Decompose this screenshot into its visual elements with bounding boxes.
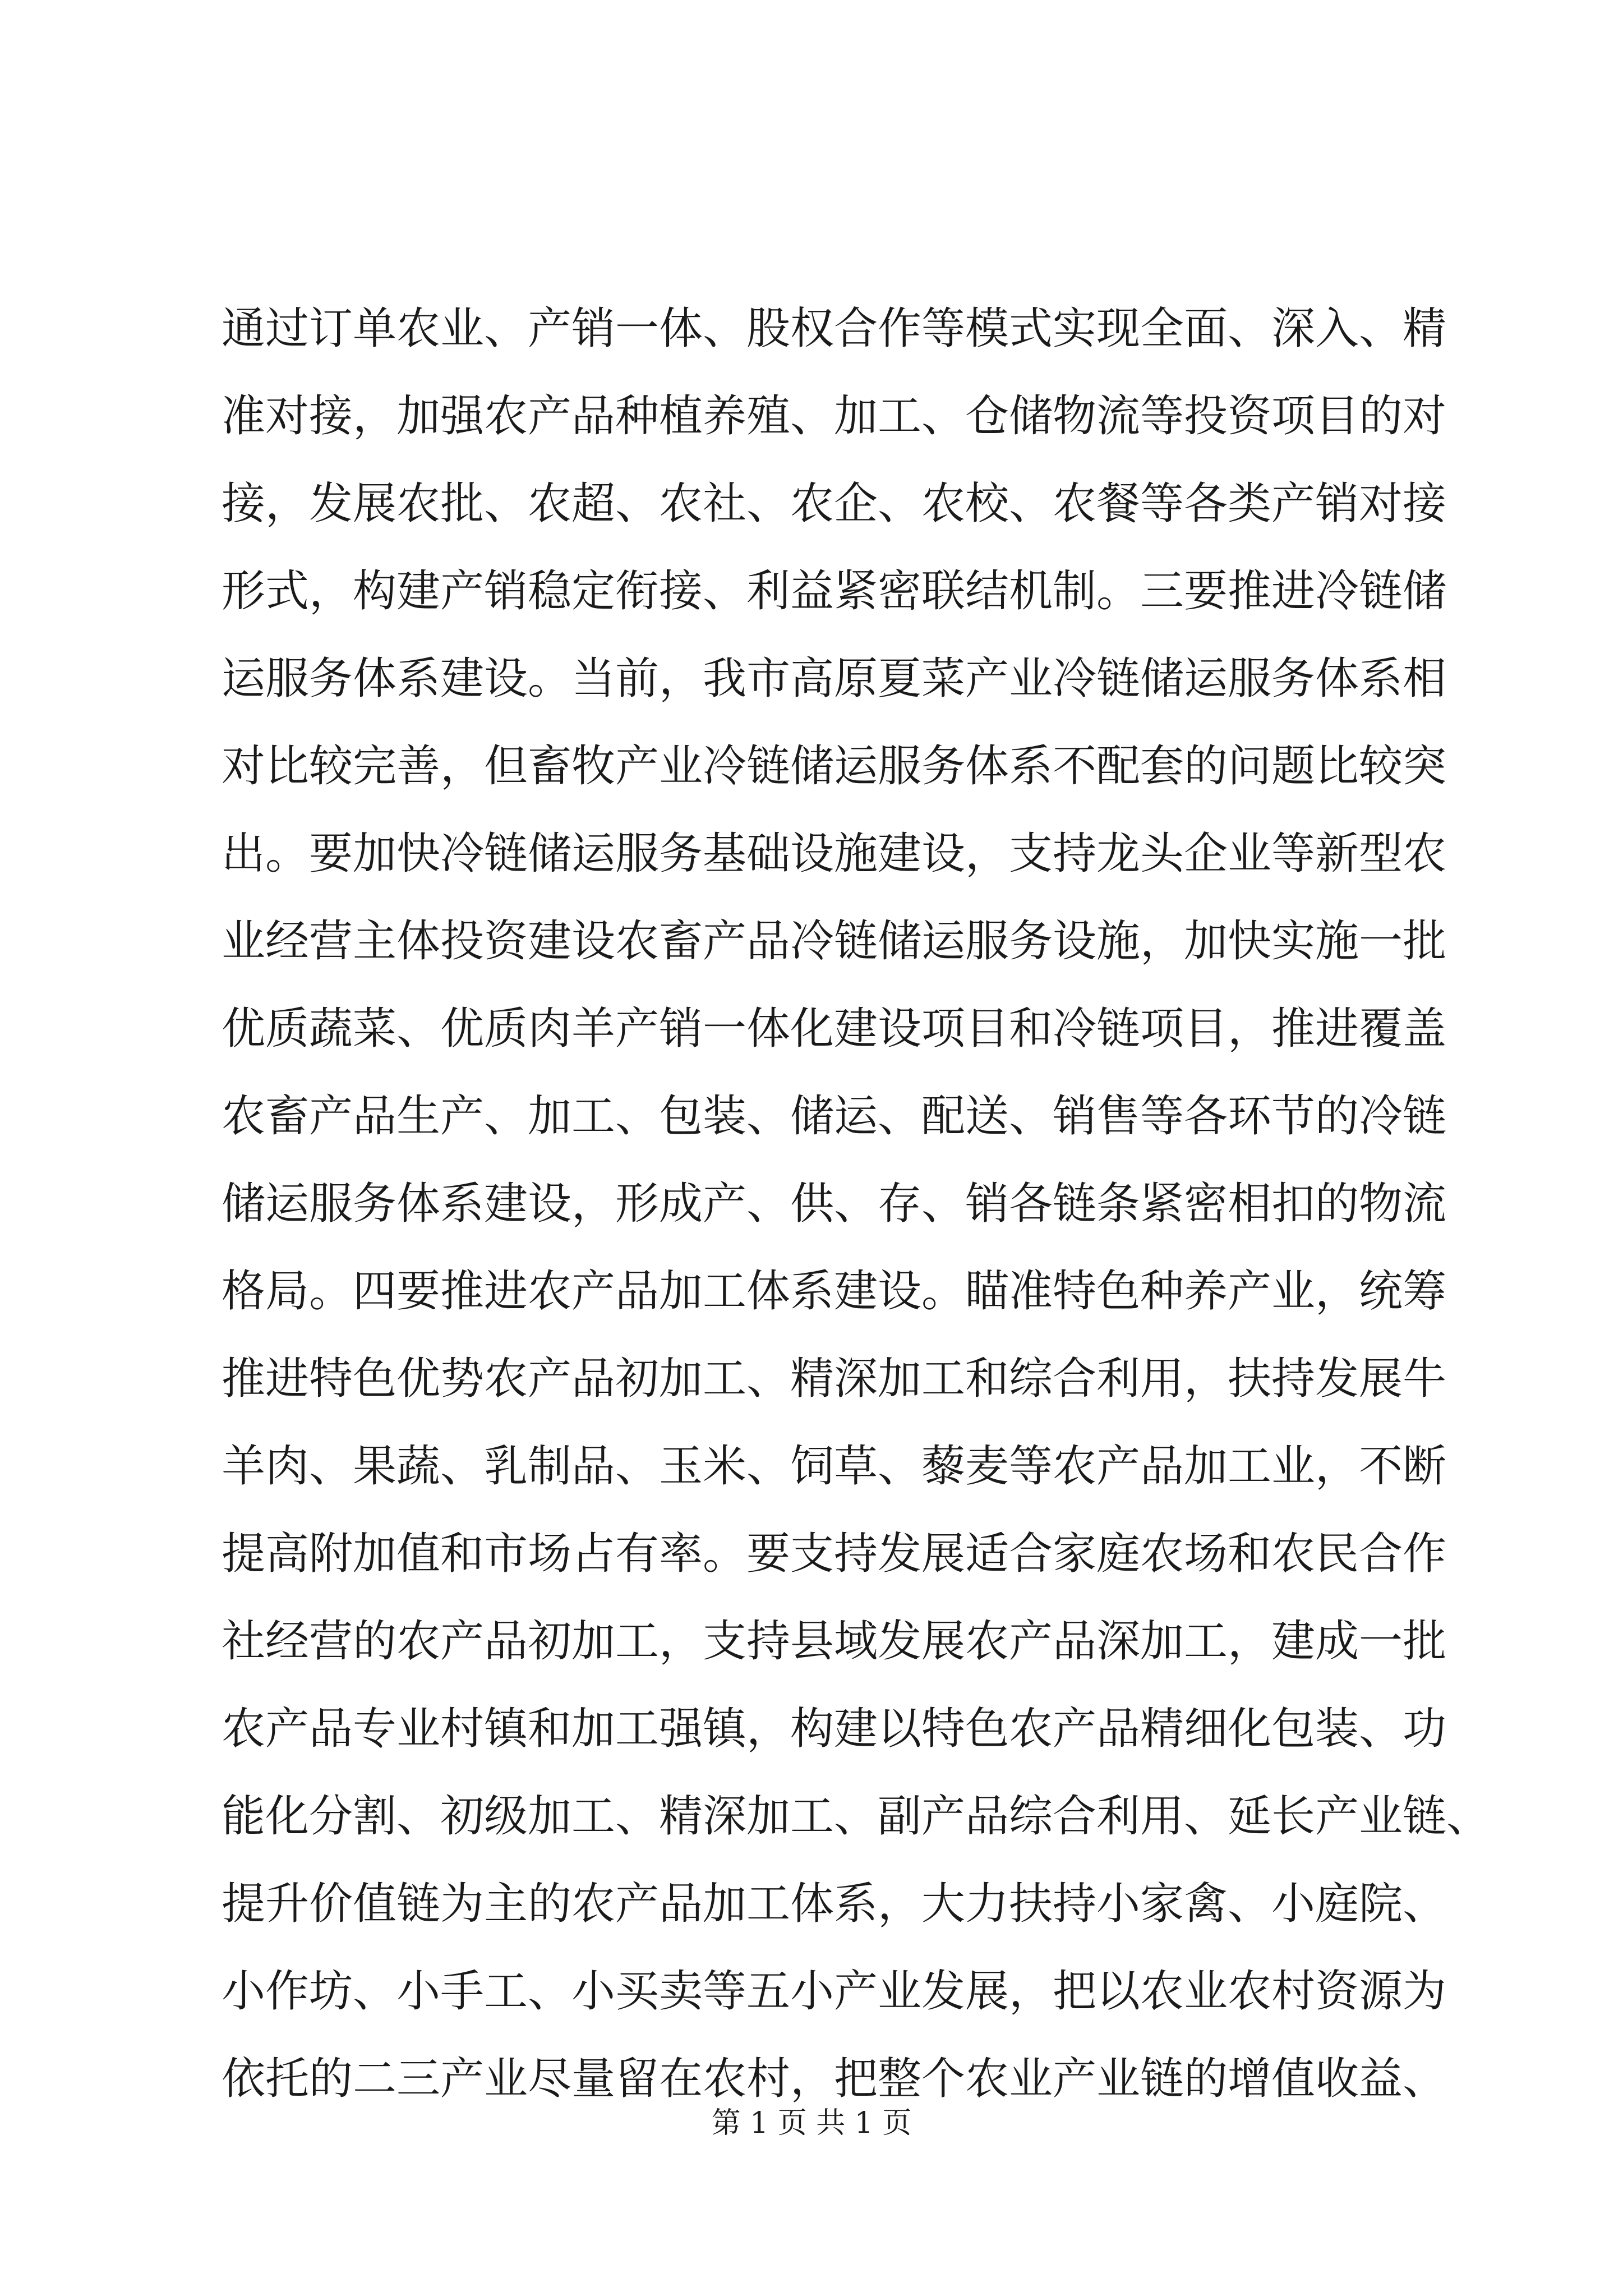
text-line: 对比较完善，但畜牧产业冷链储运服务体系不配套的问题比较突 (222, 741, 1447, 792)
text-line: 格局。四要推进农产品加工体系建设。瞄准特色种养产业，统筹 (222, 1266, 1447, 1317)
text-line: 农产品专业村镇和加工强镇，构建以特色农产品精细化包装、功 (222, 1704, 1447, 1754)
text-line: 提升价值链为主的农产品加工体系，大力扶持小家禽、小庭院、 (222, 1879, 1447, 1929)
text-line: 通过订单农业、产销一体、股权合作等模式实现全面、深入、精 (222, 303, 1447, 354)
text-line: 小作坊、小手工、小买卖等五小产业发展，把以农业农村资源为 (222, 1966, 1447, 2017)
text-line: 羊肉、果蔬、乳制品、玉米、饲草、藜麦等农产品加工业，不断 (222, 1441, 1447, 1492)
text-line: 业经营主体投资建设农畜产品冷链储运服务设施，加快实施一批 (222, 916, 1447, 967)
body-paragraph (222, 297, 1491, 2135)
text-line: 推进特色优势农产品初加工、精深加工和综合利用，扶持发展牛 (222, 1354, 1447, 1404)
text-line: 能化分割、初级加工、精深加工、副产品综合利用、延长产业链、 (222, 1791, 1491, 1842)
text-line: 运服务体系建设。当前，我市高原夏菜产业冷链储运服务体系相 (222, 654, 1447, 704)
text-line: 准对接，加强农产品种植养殖、加工、仓储物流等投资项目的对 (222, 391, 1447, 441)
text-line: 社经营的农产品初加工，支持县域发展农产品深加工，建成一批 (222, 1616, 1447, 1667)
page-footer: 第 1 页 共 1 页 (711, 2106, 912, 2140)
text-line: 储运服务体系建设，形成产、供、存、销各链条紧密相扣的物流 (222, 1179, 1447, 1229)
text-line: 农畜产品生产、加工、包装、储运、配送、销售等各环节的冷链 (222, 1091, 1447, 1142)
text-line: 优质蔬菜、优质肉羊产销一体化建设项目和冷链项目，推进覆盖 (222, 1004, 1447, 1054)
text-line: 出。要加快冷链储运服务基础设施建设，支持龙头企业等新型农 (222, 829, 1447, 879)
text-line: 接，发展农批、农超、农社、农企、农校、农餐等各类产销对接 (222, 478, 1447, 529)
text-line: 依托的二三产业尽量留在农村，把整个农业产业链的增值收益、 (222, 2054, 1447, 2104)
text-line: 形式，构建产销稳定衔接、利益紧密联结机制。三要推进冷链储 (222, 566, 1447, 616)
text-line: 提高附加值和市场占有率。要支持发展适合家庭农场和农民合作 (222, 1529, 1447, 1579)
